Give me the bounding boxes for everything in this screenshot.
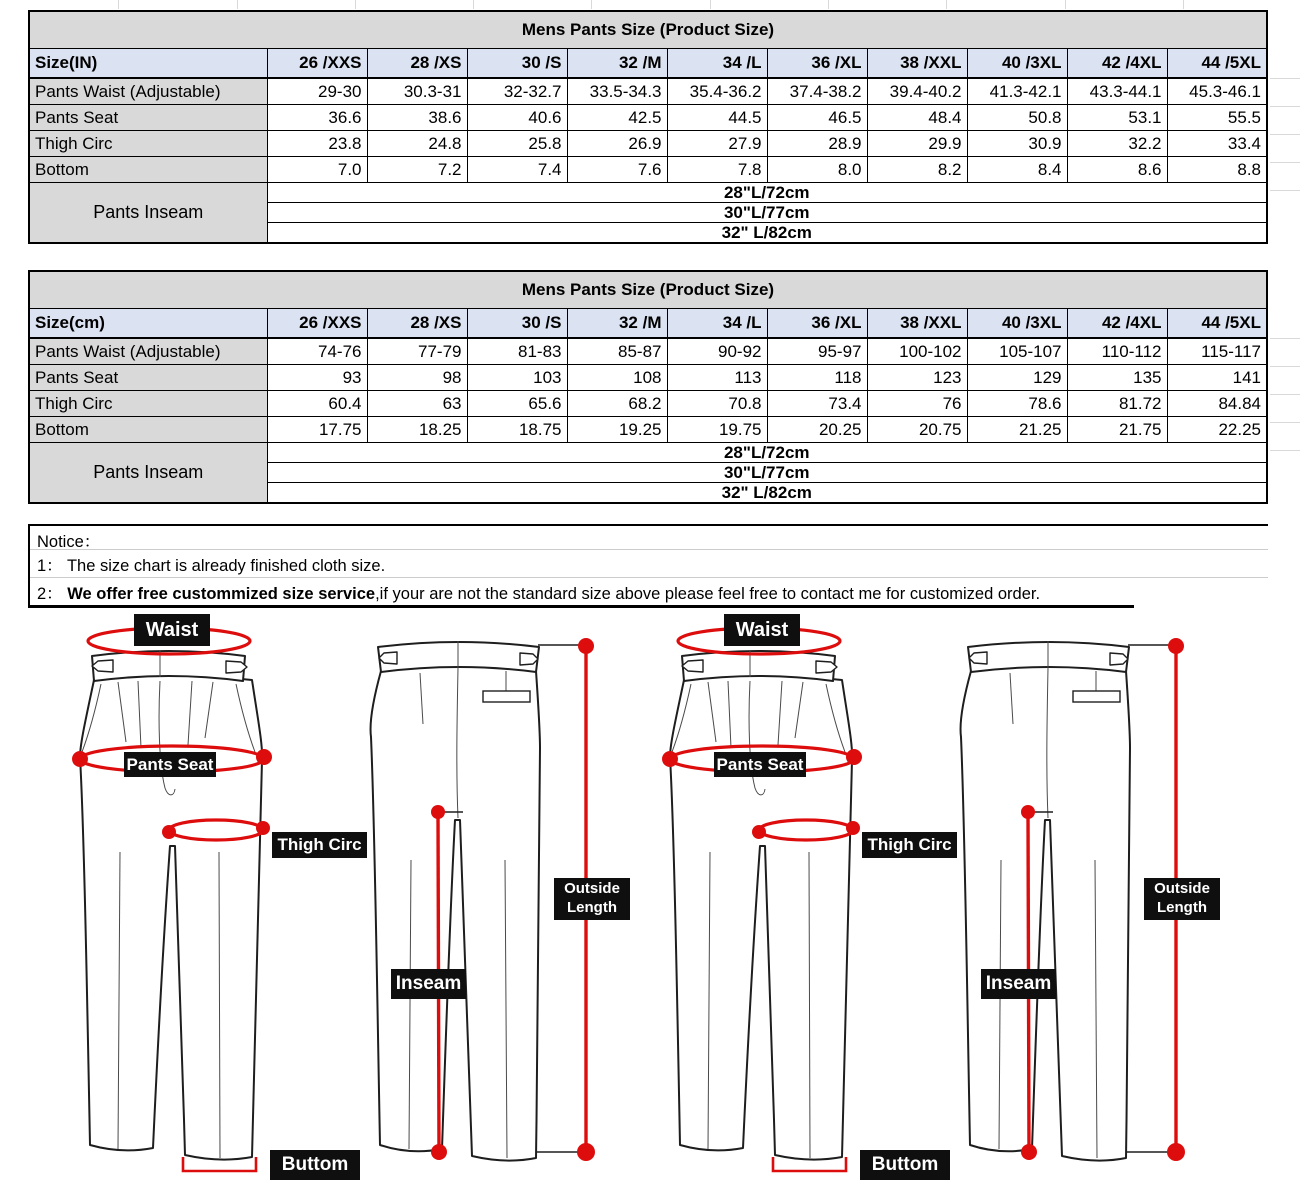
- thigh-circ-label: Thigh Circ: [272, 832, 367, 858]
- cell: 8.2: [867, 157, 967, 183]
- cell: 46.5: [767, 105, 867, 131]
- col-header: 36 /XL: [767, 309, 867, 339]
- cell: 18.75: [467, 417, 567, 443]
- col-header: 30 /S: [467, 309, 567, 339]
- table-row: [29, 131, 1267, 157]
- gridline-tick: [237, 0, 238, 9]
- cell: 141: [1167, 365, 1267, 391]
- row-label: Pants Seat: [29, 105, 267, 131]
- gridline-stub: [1270, 450, 1300, 451]
- col-header: 34 /L: [667, 309, 767, 339]
- size-table-inches: [28, 10, 1268, 244]
- cell: 32.2: [1067, 131, 1167, 157]
- cell: 95-97: [767, 338, 867, 365]
- table-row: [29, 157, 1267, 183]
- cell: 77-79: [367, 338, 467, 365]
- cell: 25.8: [467, 131, 567, 157]
- title-row: [29, 11, 1267, 49]
- inseam-value: 30"L/77cm: [267, 463, 1267, 483]
- row-label: Pants Waist (Adjustable): [29, 338, 267, 365]
- cell: 105-107: [967, 338, 1067, 365]
- cell: 81.72: [1067, 391, 1167, 417]
- table-title: Mens Pants Size (Product Size): [29, 11, 1267, 49]
- cell: 27.9: [667, 131, 767, 157]
- gridline-stub: [1270, 162, 1300, 163]
- table-row: [29, 105, 1267, 131]
- cell: 110-112: [1067, 338, 1167, 365]
- cell: 33.5-34.3: [567, 78, 667, 105]
- outside-length-label: Outside Length: [554, 878, 630, 920]
- gridline-tick: [1183, 0, 1184, 9]
- table-row: [29, 417, 1267, 443]
- col-header: 30 /S: [467, 49, 567, 79]
- cell: 7.2: [367, 157, 467, 183]
- cell: 19.75: [667, 417, 767, 443]
- cell: 20.25: [767, 417, 867, 443]
- col-header: 40 /3XL: [967, 49, 1067, 79]
- col-header: 28 /XS: [367, 309, 467, 339]
- cell: 74-76: [267, 338, 367, 365]
- cell: 32-32.7: [467, 78, 567, 105]
- pants-figures-drawing: [0, 600, 1300, 1199]
- cell: 8.6: [1067, 157, 1167, 183]
- thigh-circ-label: Thigh Circ: [862, 832, 957, 858]
- cell: 7.6: [567, 157, 667, 183]
- gridline-tick: [710, 0, 711, 9]
- gridline-tick: [1065, 0, 1066, 9]
- cell: 22.25: [1167, 417, 1267, 443]
- cell: 40.6: [467, 105, 567, 131]
- bottom-label: Buttom: [270, 1150, 360, 1180]
- cell: 8.4: [967, 157, 1067, 183]
- cell: 33.4: [1167, 131, 1267, 157]
- gridline-tick: [828, 0, 829, 9]
- unit-header: Size(IN): [29, 49, 267, 79]
- notice-line-2-rest: ,if your are not the standard size above please feel free to contact me for customized order.: [375, 585, 1041, 603]
- cell: 42.5: [567, 105, 667, 131]
- cell: 39.4-40.2: [867, 78, 967, 105]
- cell: 103: [467, 365, 567, 391]
- cell: 30.9: [967, 131, 1067, 157]
- cell: 8.0: [767, 157, 867, 183]
- col-header: 38 /XXL: [867, 309, 967, 339]
- col-header: 32 /M: [567, 49, 667, 79]
- col-header: 40 /3XL: [967, 309, 1067, 339]
- cell: 21.75: [1067, 417, 1167, 443]
- cell: 17.75: [267, 417, 367, 443]
- cell: 65.6: [467, 391, 567, 417]
- inseam-value: 32" L/82cm: [267, 223, 1267, 244]
- gridline-stub: [1270, 338, 1300, 339]
- cell: 18.25: [367, 417, 467, 443]
- col-header: 36 /XL: [767, 49, 867, 79]
- cell: 38.6: [367, 105, 467, 131]
- col-header: 44 /5XL: [1167, 309, 1267, 339]
- front-pants-figure: [72, 628, 272, 1171]
- inseam-label: Inseam: [391, 969, 466, 999]
- col-header: 26 /XXS: [267, 49, 367, 79]
- notice-section: [28, 524, 1268, 605]
- cell: 29-30: [267, 78, 367, 105]
- inseam-row: [29, 443, 1267, 463]
- cell: 41.3-42.1: [967, 78, 1067, 105]
- cell: 8.8: [1167, 157, 1267, 183]
- cell: 135: [1067, 365, 1167, 391]
- row-label: Thigh Circ: [29, 391, 267, 417]
- cell: 73.4: [767, 391, 867, 417]
- cell: 7.8: [667, 157, 767, 183]
- waist-label: Waist: [134, 614, 210, 646]
- col-header: 34 /L: [667, 49, 767, 79]
- cell: 93: [267, 365, 367, 391]
- gridline-tick: [591, 0, 592, 9]
- cell: 37.4-38.2: [767, 78, 867, 105]
- gridline-stub: [1270, 106, 1300, 107]
- gridline-stub: [1270, 422, 1300, 423]
- inseam-row: [29, 183, 1267, 203]
- gridline-tick: [473, 0, 474, 9]
- table-row: [29, 391, 1267, 417]
- inseam-label: Pants Inseam: [29, 183, 267, 244]
- inseam-label: Inseam: [981, 969, 1056, 999]
- cell: 113: [667, 365, 767, 391]
- notice-line-1: 1： The size chart is already finished cloth size.: [30, 549, 1268, 577]
- cell: 7.0: [267, 157, 367, 183]
- unit-header: Size(cm): [29, 309, 267, 339]
- col-header: 32 /M: [567, 309, 667, 339]
- waist-label: Waist: [724, 614, 800, 646]
- cell: 115-117: [1167, 338, 1267, 365]
- col-header: 42 /4XL: [1067, 49, 1167, 79]
- table-row: [29, 78, 1267, 105]
- row-label: Pants Waist (Adjustable): [29, 78, 267, 105]
- cell: 29.9: [867, 131, 967, 157]
- col-header: 28 /XS: [367, 49, 467, 79]
- cell: 20.75: [867, 417, 967, 443]
- col-header: 42 /4XL: [1067, 309, 1167, 339]
- gridline-stub: [1270, 394, 1300, 395]
- row-label: Thigh Circ: [29, 131, 267, 157]
- title-row: [29, 271, 1267, 309]
- cell: 108: [567, 365, 667, 391]
- cell: 70.8: [667, 391, 767, 417]
- cell: 90-92: [667, 338, 767, 365]
- notice-line-2-num: 2：: [37, 585, 68, 603]
- col-header: 38 /XXL: [867, 49, 967, 79]
- gridline-tick: [946, 0, 947, 9]
- cell: 44.5: [667, 105, 767, 131]
- pants-seat-label: Pants Seat: [714, 752, 806, 777]
- inseam-value: 28"L/72cm: [267, 443, 1267, 463]
- row-label: Pants Seat: [29, 365, 267, 391]
- table-row: [29, 338, 1267, 365]
- cell: 50.8: [967, 105, 1067, 131]
- cell: 28.9: [767, 131, 867, 157]
- gridline-stub: [1270, 190, 1300, 191]
- gridline-tick: [355, 0, 356, 9]
- outside-length-label: Outside Length: [1144, 878, 1220, 920]
- cell: 45.3-46.1: [1167, 78, 1267, 105]
- cell: 55.5: [1167, 105, 1267, 131]
- cell: 30.3-31: [367, 78, 467, 105]
- cell: 43.3-44.1: [1067, 78, 1167, 105]
- col-header: 44 /5XL: [1167, 49, 1267, 79]
- header-row: [29, 309, 1267, 339]
- inseam-value: 30"L/77cm: [267, 203, 1267, 223]
- cell: 68.2: [567, 391, 667, 417]
- inseam-value: 28"L/72cm: [267, 183, 1267, 203]
- size-table-cm: [28, 270, 1268, 504]
- cell: 81-83: [467, 338, 567, 365]
- cell: 60.4: [267, 391, 367, 417]
- cell: 35.4-36.2: [667, 78, 767, 105]
- cell: 123: [867, 365, 967, 391]
- cell: 98: [367, 365, 467, 391]
- cell: 19.25: [567, 417, 667, 443]
- cell: 84.84: [1167, 391, 1267, 417]
- table-title: Mens Pants Size (Product Size): [29, 271, 1267, 309]
- row-label: Bottom: [29, 417, 267, 443]
- cell: 21.25: [967, 417, 1067, 443]
- cell: 78.6: [967, 391, 1067, 417]
- header-row: [29, 49, 1267, 79]
- gridline-stub: [1270, 366, 1300, 367]
- cell: 7.4: [467, 157, 567, 183]
- cell: 63: [367, 391, 467, 417]
- table-row: [29, 365, 1267, 391]
- gridline-stub: [1270, 78, 1300, 79]
- row-label: Bottom: [29, 157, 267, 183]
- cell: 26.9: [567, 131, 667, 157]
- bottom-label: Buttom: [860, 1150, 950, 1180]
- notice-heading: Notice：: [37, 533, 101, 549]
- cell: 85-87: [567, 338, 667, 365]
- gridline-tick: [118, 0, 119, 9]
- pants-seat-label: Pants Seat: [124, 752, 216, 777]
- inseam-value: 32" L/82cm: [267, 483, 1267, 504]
- cell: 53.1: [1067, 105, 1167, 131]
- cell: 100-102: [867, 338, 967, 365]
- cell: 129: [967, 365, 1067, 391]
- cell: 118: [767, 365, 867, 391]
- inseam-label: Pants Inseam: [29, 443, 267, 504]
- cell: 36.6: [267, 105, 367, 131]
- notice-line-2-bold: We offer free custommized size service: [67, 585, 376, 603]
- cell: 48.4: [867, 105, 967, 131]
- col-header: 26 /XXS: [267, 309, 367, 339]
- cell: 76: [867, 391, 967, 417]
- gridline-stub: [1270, 134, 1300, 135]
- cell: 24.8: [367, 131, 467, 157]
- cell: 23.8: [267, 131, 367, 157]
